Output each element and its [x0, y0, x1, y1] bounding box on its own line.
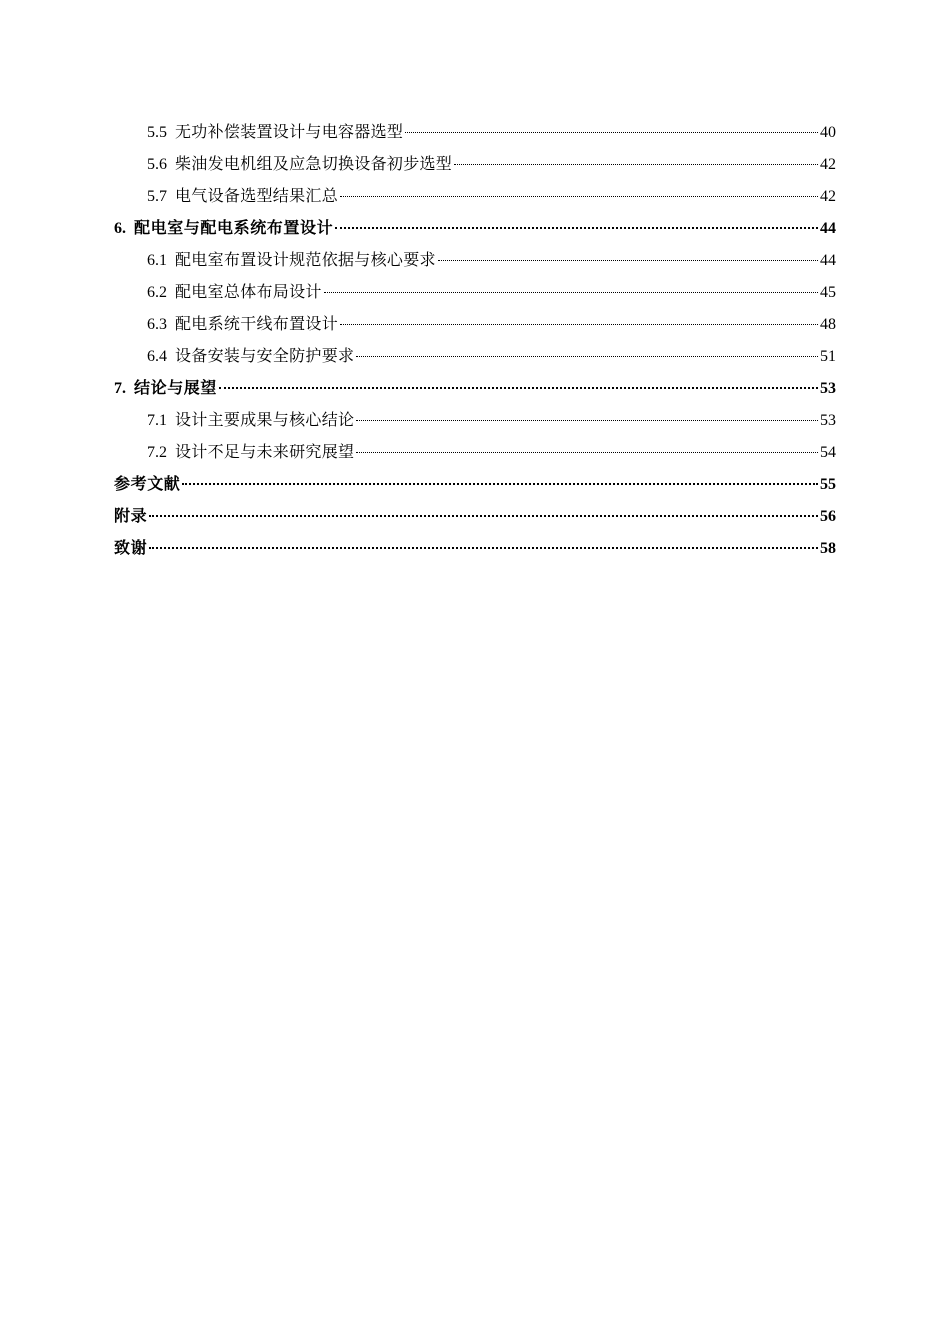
toc-page-number: 53	[820, 412, 836, 429]
toc-number: 7.1	[147, 412, 167, 429]
toc-number: 6.3	[147, 316, 167, 333]
toc-page-number: 42	[820, 156, 836, 173]
toc-number: 7.	[114, 380, 126, 397]
toc-title: 附录	[114, 506, 148, 525]
toc-page-number: 42	[820, 188, 836, 205]
toc-title: 配电室与配电系统布置设计	[134, 218, 334, 237]
toc-title: 设备安装与安全防护要求	[175, 346, 355, 365]
toc-title: 设计主要成果与核心结论	[175, 410, 355, 429]
toc-title: 电气设备选型结果汇总	[175, 186, 339, 205]
toc-page-number: 51	[820, 348, 836, 365]
toc-number: 6.2	[147, 284, 167, 301]
toc-dot-leader	[356, 452, 818, 453]
toc-title: 配电系统干线布置设计	[175, 314, 339, 333]
toc-page-number: 56	[820, 508, 836, 525]
toc-page-number: 44	[820, 220, 836, 237]
toc-number: 6.	[114, 220, 126, 237]
toc-entry-6[interactable]	[114, 212, 836, 244]
toc-page-number: 44	[820, 252, 836, 269]
toc-number: 5.7	[147, 188, 167, 205]
toc-page-number: 54	[820, 444, 836, 461]
toc-entry-5-5[interactable]	[114, 116, 836, 148]
toc-entry-5-7[interactable]	[114, 180, 836, 212]
toc-dot-leader	[356, 356, 818, 357]
toc-dot-leader	[356, 420, 818, 421]
toc-page-number: 55	[820, 476, 836, 493]
toc-title: 设计不足与未来研究展望	[175, 442, 355, 461]
toc-page-number: 58	[820, 540, 836, 557]
toc-title: 配电室总体布局设计	[175, 282, 322, 301]
toc-number: 6.1	[147, 252, 167, 269]
toc-dot-leader	[149, 515, 818, 517]
toc-entry-7-1[interactable]	[114, 404, 836, 436]
toc-entry-references[interactable]	[114, 468, 836, 500]
toc-number: 5.5	[147, 124, 167, 141]
toc-title: 配电室布置设计规范依据与核心要求	[175, 250, 436, 269]
toc-title: 结论与展望	[134, 378, 218, 397]
toc-entry-acknowledgements[interactable]	[114, 532, 836, 564]
toc-entry-appendix[interactable]	[114, 500, 836, 532]
toc-title: 致谢	[114, 538, 148, 557]
toc-dot-leader	[340, 196, 818, 197]
toc-entry-6-2[interactable]	[114, 276, 836, 308]
table-of-contents	[114, 116, 836, 564]
toc-number: 5.6	[147, 156, 167, 173]
toc-entry-7-2[interactable]	[114, 436, 836, 468]
toc-dot-leader	[149, 547, 818, 549]
toc-dot-leader	[219, 387, 818, 389]
toc-dot-leader	[182, 483, 818, 485]
toc-dot-leader	[438, 260, 818, 261]
toc-page-number: 40	[820, 124, 836, 141]
toc-page-number: 48	[820, 316, 836, 333]
toc-entry-6-4[interactable]	[114, 340, 836, 372]
toc-number: 7.2	[147, 444, 167, 461]
toc-dot-leader	[335, 227, 818, 229]
toc-number: 6.4	[147, 348, 167, 365]
toc-dot-leader	[340, 324, 818, 325]
toc-title: 柴油发电机组及应急切换设备初步选型	[175, 154, 453, 173]
toc-title: 无功补偿装置设计与电容器选型	[175, 122, 404, 141]
toc-page-number: 53	[820, 380, 836, 397]
toc-title: 参考文献	[114, 474, 181, 493]
toc-entry-6-1[interactable]	[114, 244, 836, 276]
toc-entry-5-6[interactable]	[114, 148, 836, 180]
toc-page-number: 45	[820, 284, 836, 301]
toc-entry-6-3[interactable]	[114, 308, 836, 340]
toc-entry-7[interactable]	[114, 372, 836, 404]
toc-dot-leader	[324, 292, 818, 293]
toc-dot-leader	[454, 164, 818, 165]
toc-dot-leader	[405, 132, 818, 133]
